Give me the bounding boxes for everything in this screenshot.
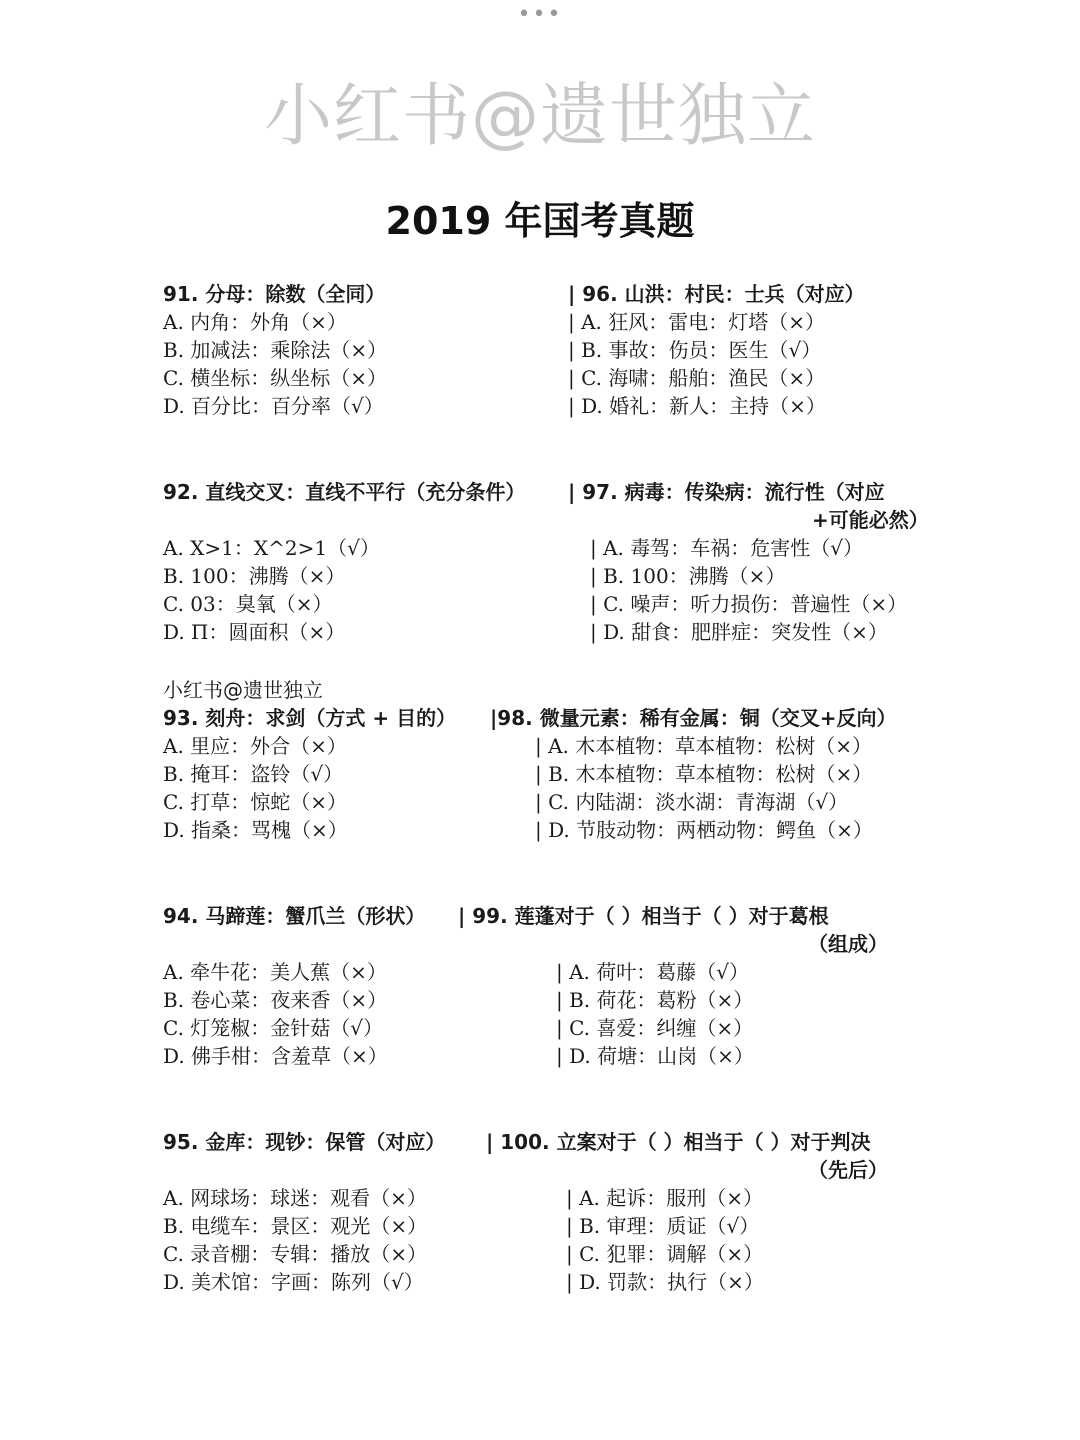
question-93-option-a: A. 里应：外合（×） — [163, 734, 347, 758]
question-91-option-b: B. 加减法：乘除法（×） — [163, 338, 388, 362]
question-98-option-d: | D. 节肢动物：两栖动物：鳄鱼（×） — [535, 818, 873, 842]
question-92-option-b: B. 100：沸腾（×） — [163, 564, 346, 588]
question-93-option-b: B. 掩耳：盗铃（√） — [163, 762, 344, 786]
question-93-option-d: D. 指桑：骂槐（×） — [163, 818, 348, 842]
question-100-stem: | 100. 立案对于（ ）相当于（ ）对于判决 — [486, 1130, 871, 1154]
question-98-option-a: | A. 木本植物：草本植物：松树（×） — [535, 734, 873, 758]
question-97-option-d: | D. 甜食：肥胖症：突发性（×） — [590, 620, 888, 644]
question-100-option-d: | D. 罚款：执行（×） — [566, 1270, 764, 1294]
question-95-option-c: C. 录音棚：专辑：播放（×） — [163, 1242, 428, 1266]
question-91-option-a: A. 内角：外角（×） — [163, 310, 347, 334]
question-91-option-d: D. 百分比：百分率（√） — [163, 394, 384, 418]
page-title: 2019 年国考真题 — [385, 199, 695, 243]
question-97-option-a: | A. 毒驾：车祸：危害性（√） — [590, 536, 863, 560]
question-97-option-b: | B. 100：沸腾（×） — [590, 564, 786, 588]
question-98-option-c: | C. 内陆湖：淡水湖：青海湖（√） — [535, 790, 849, 814]
question-95-option-d: D. 美术馆：字画：陈列（√） — [163, 1270, 424, 1294]
question-97-stem: | 97. 病毒：传染病：流行性（对应 — [568, 480, 885, 504]
question-94-option-d: D. 佛手柑：含羞草（×） — [163, 1044, 388, 1068]
question-100-stem-continued: （先后） — [808, 1158, 888, 1182]
question-99-stem: | 99. 莲蓬对于（ ）相当于（ ）对于葛根 — [458, 904, 829, 928]
watermark-text: 小红书@遗世独立 — [263, 77, 816, 156]
question-91-option-c: C. 横坐标：纵坐标（×） — [163, 366, 388, 390]
question-94-option-b: B. 卷心菜：夜来香（×） — [163, 988, 388, 1012]
question-99-option-c: | C. 喜爱：纠缠（×） — [556, 1016, 754, 1040]
question-95-option-b: B. 电缆车：景区：观光（×） — [163, 1214, 428, 1238]
question-91-stem: 91. 分母：除数（全同） — [163, 282, 386, 306]
question-98-option-b: | B. 木本植物：草本植物：松树（×） — [535, 762, 873, 786]
question-94-option-a: A. 牵牛花：美人蕉（×） — [163, 960, 387, 984]
more-menu-icon[interactable]: ••• — [517, 2, 563, 27]
question-94-option-c: C. 灯笼椒：金针菇（√） — [163, 1016, 384, 1040]
question-99-stem-continued: （组成） — [808, 932, 888, 956]
question-93-stem: 93. 刻舟：求剑（方式 + 目的） — [163, 706, 457, 730]
question-93-option-c: C. 打草：惊蛇（×） — [163, 790, 348, 814]
question-96-option-d: | D. 婚礼：新人：主持（×） — [568, 394, 826, 418]
question-96-option-b: | B. 事故：伤员：医生（√） — [568, 338, 822, 362]
question-95-stem: 95. 金库：现钞：保管（对应） — [163, 1130, 446, 1154]
question-92-option-c: C. 03：臭氧（×） — [163, 592, 333, 616]
question-100-option-c: | C. 犯罪：调解（×） — [566, 1242, 764, 1266]
question-97-stem-continued: +可能必然） — [812, 508, 929, 532]
question-99-option-d: | D. 荷塘：山岗（×） — [556, 1044, 754, 1068]
question-97-option-c: | C. 噪声：听力损伤：普遍性（×） — [590, 592, 908, 616]
question-92-option-d: D. Π：圆面积（×） — [163, 620, 346, 644]
question-94-stem: 94. 马蹄莲：蟹爪兰（形状） — [163, 904, 426, 928]
watermark-small: 小红书@遗世独立 — [163, 678, 323, 702]
question-92-option-a: A. X>1：X^2>1（√） — [163, 536, 380, 560]
question-96-option-c: | C. 海啸：船舶：渔民（×） — [568, 366, 826, 390]
question-100-option-b: | B. 审理：质证（√） — [566, 1214, 760, 1238]
question-92-stem: 92. 直线交叉：直线不平行（充分条件） — [163, 480, 526, 504]
question-96-stem: | 96. 山洪：村民：士兵（对应） — [568, 282, 865, 306]
question-100-option-a: | A. 起诉：服刑（×） — [566, 1186, 764, 1210]
question-99-option-a: | A. 荷叶：葛藤（√） — [556, 960, 749, 984]
question-99-option-b: | B. 荷花：葛粉（×） — [556, 988, 754, 1012]
question-96-option-a: | A. 狂风：雷电：灯塔（×） — [568, 310, 826, 334]
question-98-stem: |98. 微量元素：稀有金属：铜（交叉+反向） — [490, 706, 897, 730]
question-95-option-a: A. 网球场：球迷：观看（×） — [163, 1186, 427, 1210]
